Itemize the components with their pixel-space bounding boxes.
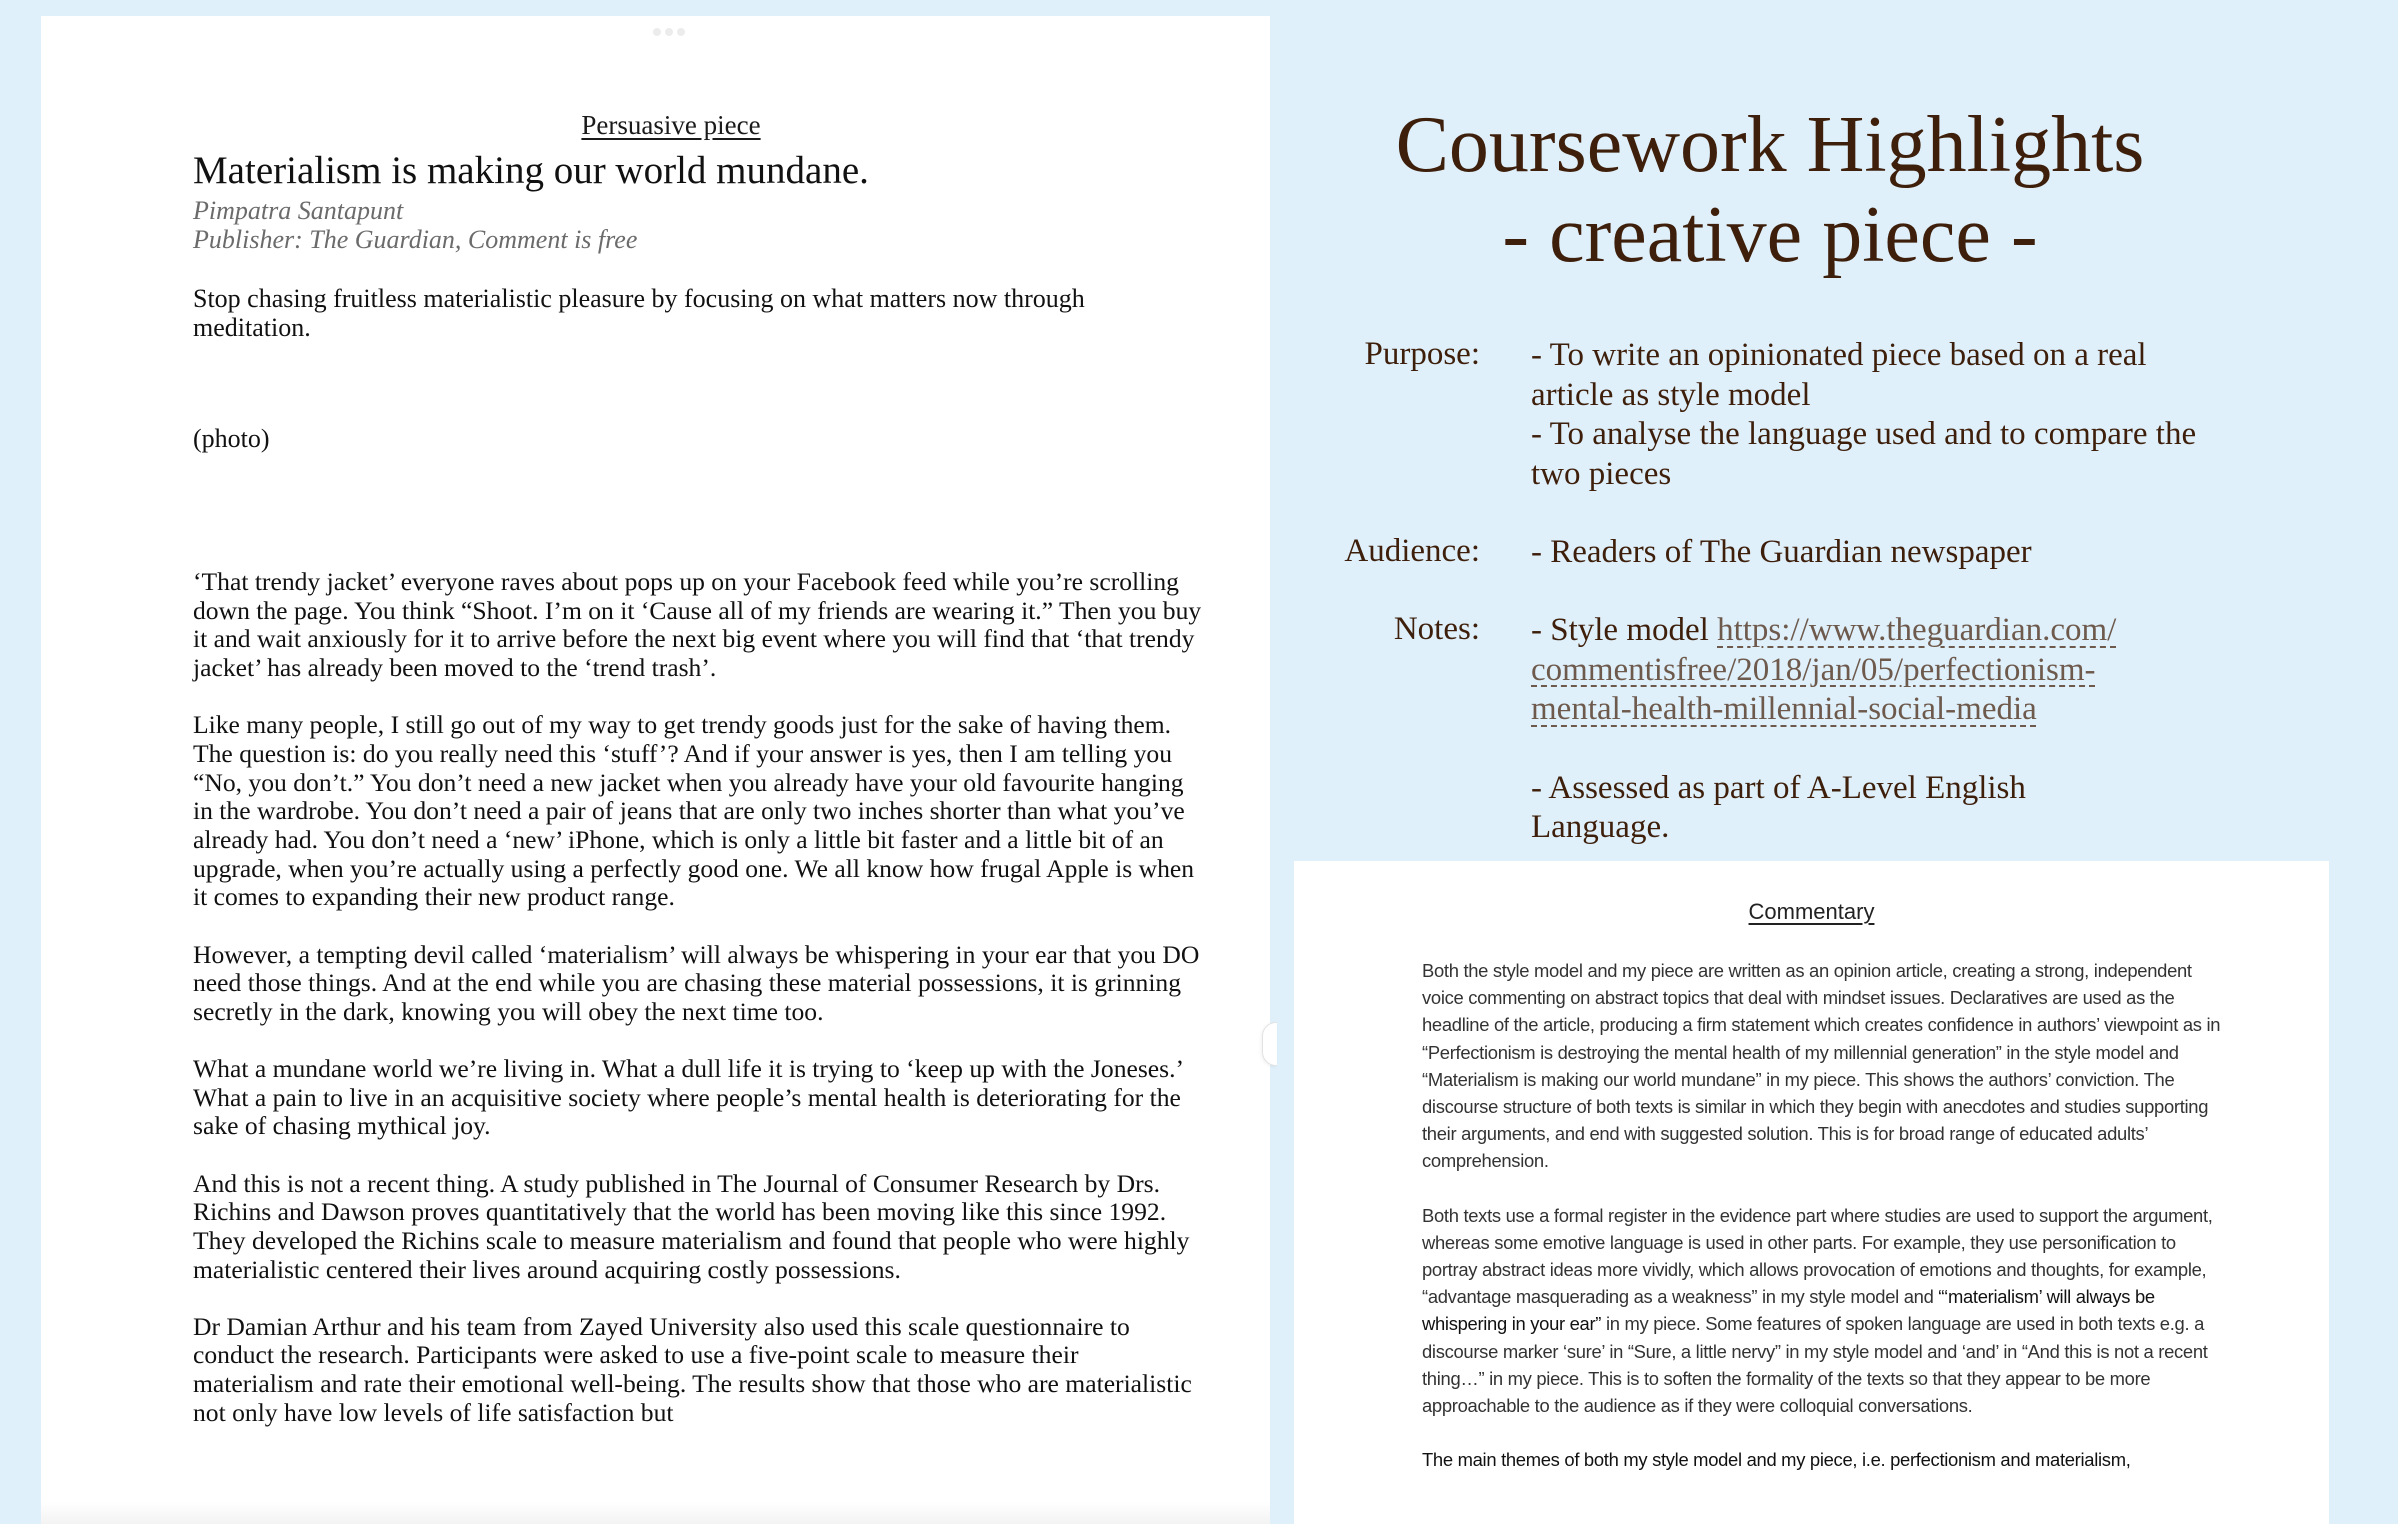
commentary-page bbox=[1294, 861, 2329, 1524]
article-publisher: Publisher: The Guardian, Comment is free bbox=[193, 225, 638, 254]
purpose-content bbox=[1531, 336, 2231, 494]
purpose-item: - To analyse the language used and to compare the two pieces bbox=[1531, 416, 2197, 492]
photo-placeholder: (photo) bbox=[193, 424, 270, 453]
document-kicker bbox=[41, 110, 1270, 141]
commentary-paragraph: The main themes of both my style model and my piece, i.e. perfectionism and materialism, bbox=[1422, 1449, 2131, 1471]
article-author: Pimpatra Santapunt bbox=[193, 196, 404, 225]
highlights-subtitle: - creative piece - bbox=[1502, 191, 2038, 279]
page-fade bbox=[41, 1502, 1270, 1524]
side-panel-handle[interactable] bbox=[1262, 1022, 1277, 1066]
purpose-label: Purpose: bbox=[1364, 336, 1480, 372]
commentary-paragraph: Both the style model and my piece are written as an opinion article, creating a strong, independent voice commenting on abstract topics that deal with mindset issues. Declaratives are used as the headline of the article, producing a firm statement which creates confidence in authors’ viewpoint as in “Perfectionism is destroying the mental health of my millennial generation” in the style model and “Materialism is making our world mundane” in my piece. This shows the authors’ conviction. The discourse structure of both texts is similar in which they begin with anecdotes and studies supporting their arguments, and end with suggested solution. This is for broad range of educated adults’ comprehension. bbox=[1422, 960, 2221, 1172]
notes-assessed: - Assessed as part of A-Level English Language. bbox=[1531, 769, 2026, 845]
article-standfirst: Stop chasing fruitless materialistic pleasure by focusing on what matters now through meditation. bbox=[193, 284, 1085, 342]
highlights-title: Coursework Highlights bbox=[1395, 101, 2145, 189]
article-headline: Materialism is making our world mundane. bbox=[193, 149, 869, 192]
article-paragraph: What a mundane world we’re living in. What a dull life it is trying to ‘keep up with the Joneses.’ What a pain to live in an acquisitive society where people’s mental health is deteriorating for the sake of chasing mythical joy. bbox=[193, 1054, 1183, 1141]
article-paragraph: ‘That trendy jacket’ everyone raves about pops up on your Facebook feed while you’re scrolling down the page. You think “Shoot. I’m on it ‘Cause all of my friends are wearing it.” Then you buy it and wait anxiously for it to arrive before the next big event where you will find that ‘that trendy jacket’ has already been moved to the ‘trend trash’. bbox=[193, 567, 1202, 683]
article-body bbox=[193, 568, 1203, 1456]
notes-style-model bbox=[1531, 611, 2171, 730]
article-paragraph: However, a tempting devil called ‘materialism’ will always be whispering in your ear that you DO need those things. And at the end while you are chasing these material possessions, it is grinning secretly in the dark, knowing you will obey the next time too. bbox=[193, 939, 1200, 1026]
commentary-text: Both texts use a formal register in the evidence part where studies are used to support the argument, whereas some emotive language is used in other parts. For example, they use personification to portray abstract ideas more vividly, which allows provocation of emotions and thoughts, for example, “advantage masquerading as a weakness” in my style model and bbox=[1422, 1204, 2213, 1308]
notes-content bbox=[1531, 611, 2171, 848]
style-model-link[interactable]: https://www.theguardian.com/ commentisfree/2018/jan/05/perfectionism- mental-health-millennial-social-media bbox=[1531, 612, 2117, 727]
dot-icon bbox=[677, 28, 685, 36]
notes-label: Notes: bbox=[1393, 611, 1480, 647]
article-paragraph: Like many people, I still go out of my way to get trendy goods just for the sake of having them. The question is: do you really need this ‘stuff’? And if your answer is yes, then I am telling you “No, you don’t.” You don’t need a new jacket when you already have your old favourite hanging in the wardrobe. You don’t need a pair of jeans that are only two inches shorter than what you’ve already had. You don’t need a ‘new’ iPhone, which is only a little bit faster and a little bit of an upgrade, when you’re actually using a perfectly good one. We all know how frugal Apple is when it comes to expanding their new product range. bbox=[193, 710, 1195, 912]
audience-content: - Readers of The Guardian newspaper bbox=[1531, 534, 2032, 570]
kicker-text: Persuasive piece bbox=[581, 110, 761, 140]
commentary-quote: “‘materialism’ will always be whispering in your ear” bbox=[1422, 1286, 2155, 1335]
style-model-prefix: - Style model bbox=[1531, 612, 1718, 648]
commentary-body bbox=[1422, 957, 2222, 1500]
more-options-handle[interactable] bbox=[653, 28, 685, 36]
audience-label: Audience: bbox=[1344, 533, 1480, 569]
commentary-title: Commentary bbox=[1748, 899, 1875, 924]
purpose-item: - To write an opinionated piece based on a real article as style model bbox=[1531, 337, 2147, 413]
article-paragraph: And this is not a recent thing. A study published in The Journal of Consumer Research by Drs. Richins and Dawson proves quantitatively that the world has been moving like this since 1992. They developed the Richins scale to measure materialism and found that people who were highly materialistic centered their lives around acquiring costly possessions. bbox=[193, 1168, 1190, 1284]
notes-spacer bbox=[1531, 730, 2171, 769]
dot-icon bbox=[665, 28, 673, 36]
commentary-paragraph bbox=[1422, 1202, 2222, 1420]
persuasive-piece-page bbox=[41, 16, 1270, 1524]
dot-icon bbox=[653, 28, 661, 36]
article-paragraph: Dr Damian Arthur and his team from Zayed University also used this scale questionnaire to conduct the research. Participants were asked to use a five-point scale to measure their materialism and rate their emotional well-being. The results show that those who are materialistic not only have low levels of life satisfaction but bbox=[193, 1311, 1192, 1427]
commentary-text: in my piece. Some features of spoken language are used in both texts e.g. a discourse marker ‘sure’ in “Sure, a little nervy” in my style model and ‘and’ in “And this is not a recent thing…” in my piece. This is to soften the formality of the texts so that they appear to be more approachable to the audience as if they were colloquial conversations. bbox=[1422, 1313, 2208, 1417]
